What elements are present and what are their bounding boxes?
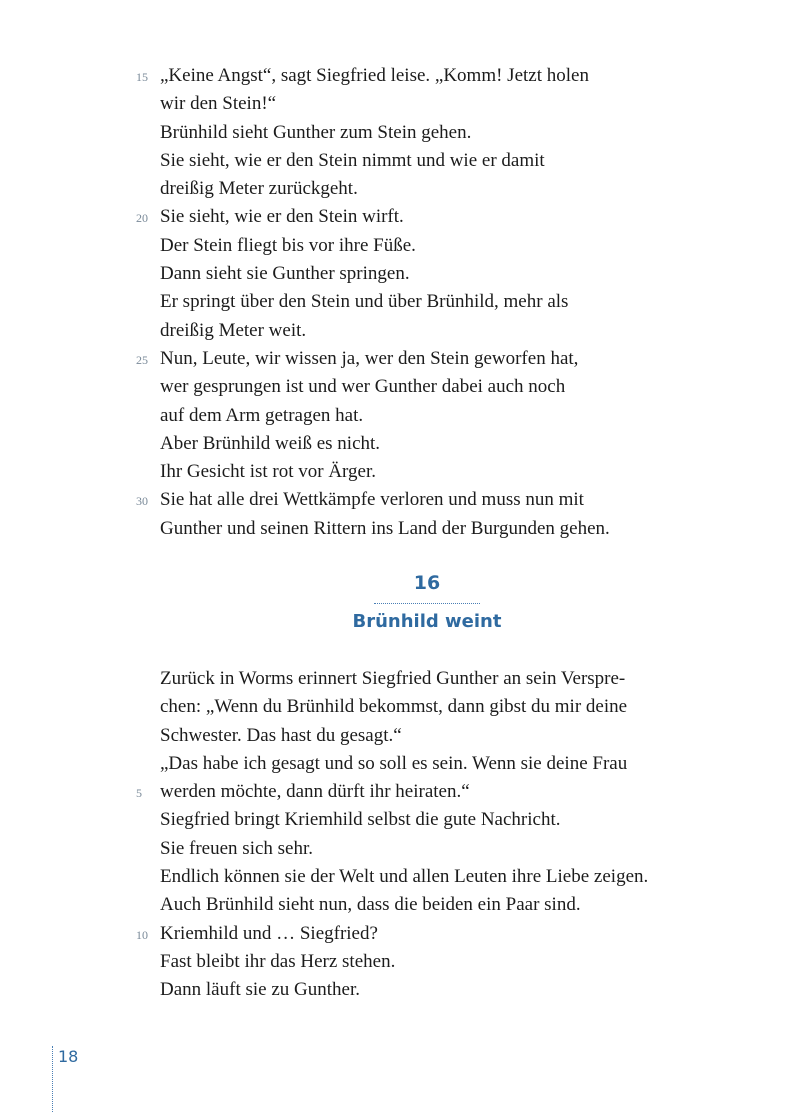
text-line [160, 317, 760, 345]
line-text: wer gesprungen ist und wer Gunther dabei auch noch [160, 376, 566, 398]
line-number: 30 [136, 494, 148, 509]
story-text-continued [136, 62, 760, 543]
line-text: Sie sieht, wie er den Stein nimmt und wie er damit [160, 149, 545, 171]
text-line [136, 345, 760, 373]
text-line [160, 948, 760, 976]
line-text: Aber Brünhild weiß es nicht. [160, 432, 381, 454]
text-line [160, 90, 760, 118]
text-line [160, 288, 760, 316]
text-line [160, 402, 760, 430]
line-text: dreißig Meter weit. [160, 319, 307, 341]
text-line [160, 722, 760, 750]
line-text: werden möchte, dann dürft ihr heiraten.“ [160, 781, 470, 803]
chapter-number: 16 [413, 572, 441, 594]
text-line [160, 976, 760, 1004]
chapter-title: Brünhild weint [352, 611, 502, 632]
line-text: Kriemhild und … Siegfried? [160, 922, 378, 944]
text-line [160, 863, 760, 891]
line-number: 25 [136, 352, 148, 367]
line-text: Brünhild sieht Gunther zum Stein gehen. [160, 121, 472, 143]
line-number: 5 [136, 786, 142, 801]
text-line [136, 920, 760, 948]
line-text: auf dem Arm getragen hat. [160, 404, 364, 426]
text-line [160, 373, 760, 401]
text-line [160, 693, 760, 721]
text-line [136, 486, 760, 514]
line-number: 15 [136, 70, 148, 84]
text-line [160, 147, 760, 175]
text-line [160, 665, 760, 693]
text-line [160, 430, 760, 458]
text-line [160, 806, 760, 834]
line-text: Zurück in Worms erinnert Siegfried Gunther an sein Verspre- [160, 668, 626, 689]
line-text: chen: „Wenn du Brünhild bekommst, dann gibst du mir deine [160, 696, 628, 718]
line-text: „Keine Angst“, sagt Siegfried leise. „Komm! Jetzt holen [160, 65, 589, 86]
line-text: Fast bleibt ihr das Herz stehen. [160, 950, 396, 972]
line-text: Dann läuft sie zu Gunther. [160, 979, 360, 1001]
text-line [160, 232, 760, 260]
text-line [160, 835, 760, 863]
chapter-16-text [136, 665, 760, 1005]
line-text: dreißig Meter zurückgeht. [160, 178, 358, 200]
text-line [160, 515, 760, 543]
text-line [160, 750, 760, 778]
text-line [160, 175, 760, 203]
text-line [136, 203, 760, 231]
line-text: Nun, Leute, wir wissen ja, wer den Stein geworfen hat, [160, 347, 579, 369]
line-text: wir den Stein!“ [160, 93, 277, 115]
chapter-divider [374, 603, 480, 604]
line-text: Siegfried bringt Kriemhild selbst die gute Nachricht. [160, 809, 561, 831]
line-text: Auch Brünhild sieht nun, dass die beiden ein Paar sind. [160, 894, 581, 916]
text-line [160, 891, 760, 919]
page-number: 18 [58, 1047, 79, 1066]
line-text: Der Stein fliegt bis vor ihre Füße. [160, 234, 416, 256]
line-text: „Das habe ich gesagt und so soll es sein. Wenn sie deine Frau [160, 752, 628, 774]
folio-divider [52, 1046, 53, 1112]
line-text: Dann sieht sie Gunther springen. [160, 263, 410, 285]
text-line [160, 119, 760, 147]
line-number: 10 [136, 927, 148, 942]
text-line [160, 458, 760, 486]
line-text: Endlich können sie der Welt und allen Leuten ihre Liebe zeigen. [160, 866, 649, 888]
text-line [136, 778, 760, 806]
line-text: Sie sieht, wie er den Stein wirft. [160, 206, 404, 228]
line-text: Schwester. Das hast du gesagt.“ [160, 724, 402, 746]
line-text: Sie hat alle drei Wettkämpfe verloren und muss nun mit [160, 489, 584, 511]
line-number: 20 [136, 211, 148, 226]
line-text: Gunther und seinen Rittern ins Land der Burgunden gehen. [160, 517, 610, 539]
line-text: Er springt über den Stein und über Brünhild, mehr als [160, 291, 569, 313]
line-text: Ihr Gesicht ist rot vor Ärger. [160, 461, 376, 483]
line-text: Sie freuen sich sehr. [160, 837, 314, 859]
text-line [160, 260, 760, 288]
text-line [136, 62, 760, 90]
